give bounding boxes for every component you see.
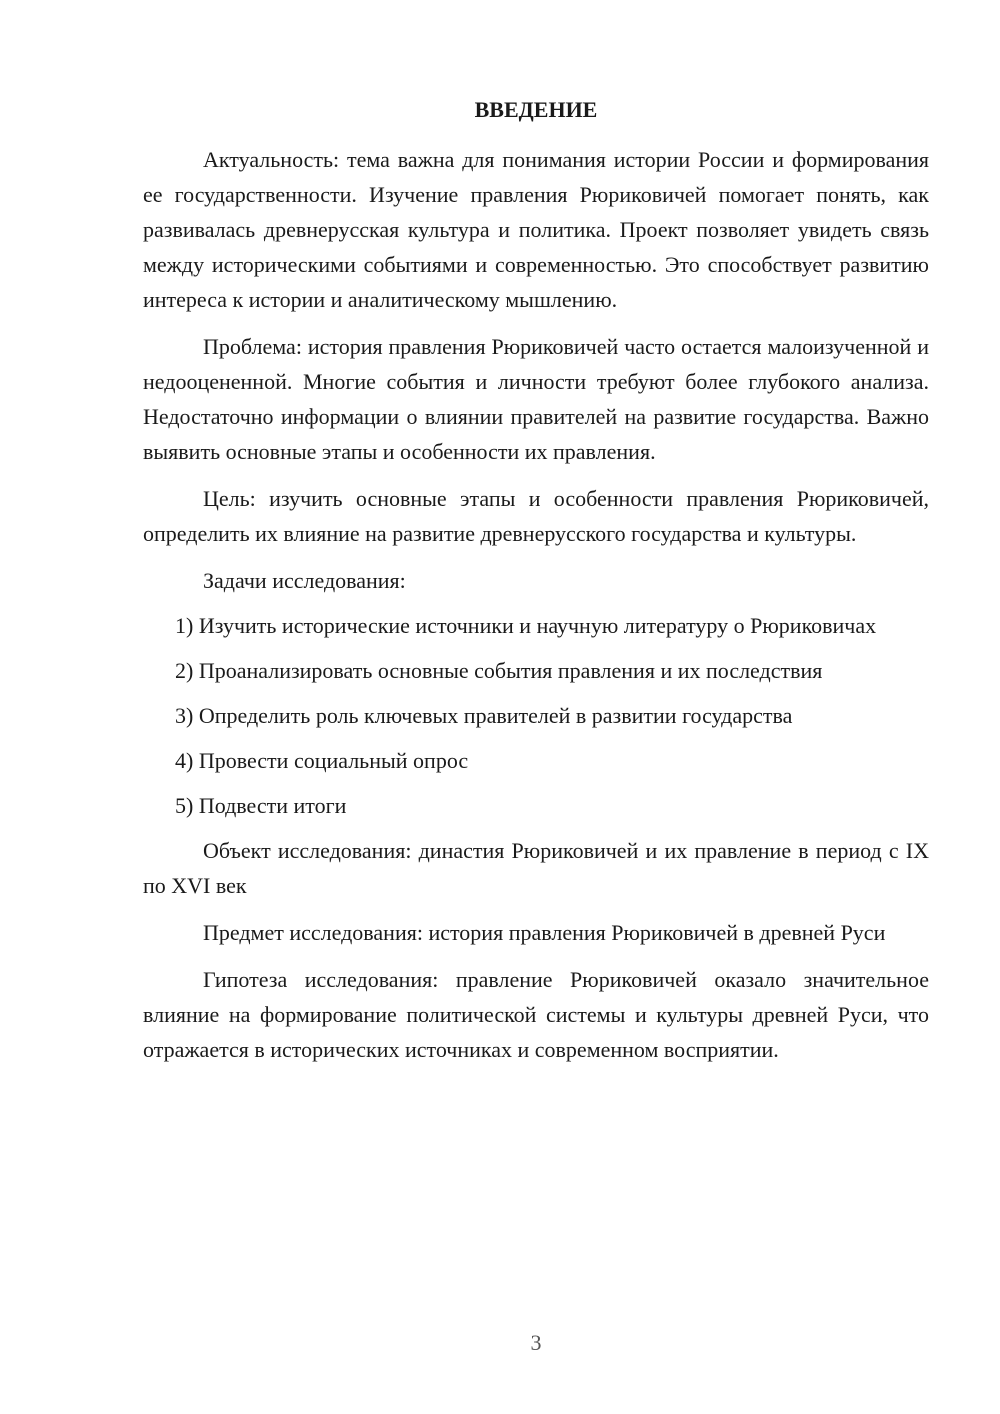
task-item-1: 1) Изучить исторические источники и научную литературу о Рюриковичах: [175, 613, 877, 638]
problem-paragraph: Проблема: история правления Рюриковичей часто остается малоизученной и недооцененной. Многие события и личности требуют более глубокого анализа. Недостаточно информации о влиянии правителей на развитие государства. Важно выявить основные этапы и особенности их правления.: [143, 334, 929, 464]
task-item-2: 2) Проанализировать основные события правления и их последствия: [175, 658, 823, 683]
subject-paragraph: Предмет исследования: история правления Рюриковичей в древней Руси: [203, 920, 886, 945]
page-title: ВВЕДЕНИЕ: [474, 97, 598, 122]
task-item-5: 5) Подвести итоги: [175, 793, 347, 818]
page-number: 3: [530, 1330, 542, 1355]
task-item-4: 4) Провести социальный опрос: [175, 748, 469, 773]
hypothesis-paragraph: Гипотеза исследования: правление Рюриковичей оказало значительное влияние на формирование политической системы и культуры древней Руси, что отражается в исторических источниках и современном восприятии.: [143, 967, 929, 1062]
relevance-paragraph: Актуальность: тема важна для понимания истории России и формирования ее государственности. Изучение правления Рюриковичей помогает понять, как развивалась древнерусская культура и политика. Проект позволяет увидеть связь между историческими событиями и современностью. Это способствует развитию интереса к истории и аналитическому мышлению.: [143, 147, 929, 312]
object-paragraph: Объект исследования: династия Рюриковичей и их правление в период с IX по XVI век: [143, 838, 929, 898]
goal-paragraph: Цель: изучить основные этапы и особенности правления Рюриковичей, определить их влияние на развитие древнерусского государства и культуры.: [143, 486, 929, 546]
tasks-heading: Задачи исследования:: [203, 568, 406, 593]
document-body: [143, 142, 929, 1067]
task-item-3: 3) Определить роль ключевых правителей в развитии государства: [175, 703, 793, 728]
